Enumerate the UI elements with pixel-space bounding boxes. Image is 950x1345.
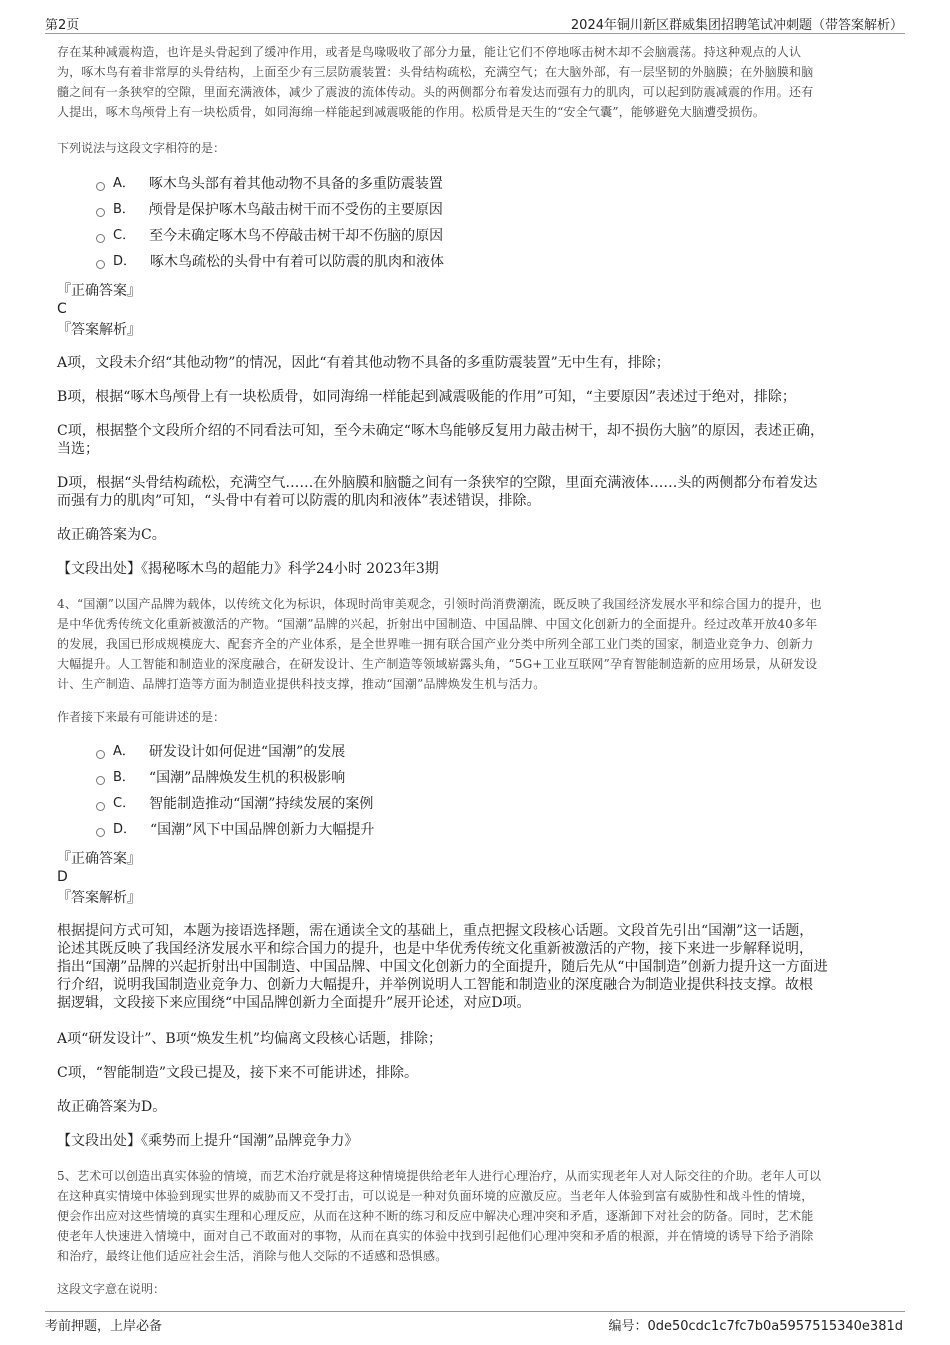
q3-analysis-a [57,354,897,372]
option-text: “国潮”风下中国品牌创新力大幅提升 [150,822,375,838]
q3-analysis-c [57,422,897,458]
q5-passage-line: 在这种真实情境中体验到现实世界的威胁而又不受打击，可以说是一种对负面环境的应激反应。当老年人体验到富有威胁性和战斗性的情境， [57,1189,814,1203]
analysis-line: 【文段出处】《乘势而上提升“国潮”品牌竞争力》 [57,1133,359,1149]
radio-icon[interactable] [96,776,105,785]
option-text: “国潮”品牌焕发生机的积极影响 [148,770,346,786]
q3-answer-label: 『正确答案』 [57,283,141,299]
q3-analysis-label: 『答案解析』 [57,322,141,338]
page-header [45,14,905,34]
analysis-line: 故正确答案为D。 [57,1099,167,1115]
q4-analysis-main [57,922,897,1012]
q3-passage-line: 为，啄木鸟有着非常厚的头骨结构，上面至少有三层防震装置：头骨结构疏松，充满空气；在大脑外部，有一层坚韧的外脑膜；在外脑膜和脑 [57,65,814,79]
option-letter: C． [113,796,136,811]
radio-icon[interactable] [96,802,105,811]
option-letter: D． [113,254,137,269]
option-letter: B． [113,770,135,785]
q4-option-d[interactable] [96,820,374,840]
option-text: 研发设计如何促进“国潮”的发展 [148,744,346,760]
q4-passage-line: 是中华优秀传统文化重新被激活的产物。“国潮”品牌的兴起，折射出中国制造、中国品牌、中国文化创新力的全面提升。经过改革开放40多年 [57,617,818,631]
option-text: 智能制造推动“国潮”持续发展的案例 [149,796,374,812]
radio-icon[interactable] [96,182,105,191]
analysis-line: 据逻辑，文段接下来应围绕“中国品牌创新力全面提升”展开论述，对应D项。 [57,995,531,1011]
analysis-line: B项，根据“啄木鸟颅骨上有一块松质骨，如同海绵一样能起到减震吸能的作用”可知，“主要原因”表述过于绝对，排除； [57,389,796,405]
q5-passage-line: 5、艺术可以创造出真实体验的情境，而艺术治疗就是将这种情境提供给老年人进行心理治疗，从而实现老年人对人际交往的介助。老年人可以 [57,1169,822,1183]
radio-icon[interactable] [96,260,105,269]
q4-option-a[interactable] [96,742,345,762]
option-text: 啄木鸟疏松的头骨中有着可以防震的肌肉和液体 [150,254,445,270]
q4-passage [57,594,897,694]
radio-icon[interactable] [96,234,105,243]
page-number: 第2页 [45,18,80,33]
q4-passage-line: 4、“国潮”以国产品牌为载体，以传统文化为标识，体现时尚审美观念，引领时尚消费潮流，既反映了我国经济发展水平和综合国力的提升，也 [57,597,822,611]
option-text: 啄木鸟头部有着其他动物不具备的多重防震装置 [148,176,443,192]
analysis-line: 而强有力的肌肉”可知，“头骨中有着可以防震的肌肉和液体”表述错误，排除。 [57,493,541,509]
analysis-line: 故正确答案为C。 [57,527,166,543]
page-footer [45,1311,905,1333]
q3-analysis-b [57,388,897,406]
analysis-line: 论述其既反映了我国经济发展水平和综合国力的提升，也是中华优秀传统文化重新被激活的产物，接下来进一步解释说明， [57,941,813,957]
option-letter: A． [113,744,135,759]
q3-source [57,560,897,578]
q4-option-c[interactable] [96,794,373,814]
q4-analysis-label: 『答案解析』 [57,890,141,906]
q3-passage-line: 髓之间有一条狭窄的空隙，里面充满液体，减少了震波的流体传动。头的两侧都分布着发达而强有力的肌肉，可以起到防震减震的作用。还有 [57,85,814,99]
analysis-line: 指出“国潮”品牌的兴起折射出中国制造、中国品牌、中国文化创新力的全面提升，随后先从“中国制造”创新力提升这一方面进 [57,959,828,975]
analysis-line: 行介绍，说明我国制造业竞争力、创新力大幅提升，并举例说明人工智能和制造业的深度融合为制造业提供科技支撑。故根 [57,977,813,993]
q4-passage-line: 大幅提升。人工智能和制造业的深度融合，在研发设计、生产制造等领域崭露头角，“5G+工业互联网”孕育智能制造新的应用场景，从研发设 [57,657,818,671]
q4-answer: D [57,869,68,885]
q5-stem: 这段文字意在说明： [57,1282,166,1296]
option-letter: B． [113,202,135,217]
q4-stem: 作者接下来最有可能讲述的是： [57,710,226,724]
radio-icon[interactable] [96,750,105,759]
q3-passage-line: 存在某种减震构造，也许是头骨起到了缓冲作用，或者是鸟喙吸收了部分力量，能让它们不停地啄击树木却不会脑震荡。持这种观点的人认 [57,45,802,59]
q5-passage-line: 便会作出应对这些情境的真实生理和心理反应，从而在这种不断的练习和反应中解决心理冲突和矛盾，逐渐卸下对社会的防备。同时，艺术能 [57,1209,814,1223]
q5-passage [57,1166,897,1266]
footer-slogan: 考前押题，上岸必备 [45,1319,163,1334]
q4-source [57,1132,897,1150]
q5-passage-line: 使老年人快速进入情境中，面对自己不敢面对的事物，从而在真实的体验中找到引起他们心理冲突和矛盾的根源，并在情境的诱导下给予消除 [57,1229,814,1243]
document-title: 2024年铜川新区群威集团招聘笔试冲刺题（带答案解析） [570,18,903,33]
analysis-line: C项，根据整个文段所介绍的不同看法可知，至今未确定“啄木鸟能够反复用力敲击树干，却不损伤大脑”的原因，表述正确， [57,423,825,439]
analysis-line: A项“研发设计”、B项“焕发生机”均偏离文段核心话题，排除； [57,1031,443,1047]
analysis-line: C项，“智能制造”文段已提及，接下来不可能讲述，排除。 [57,1065,419,1081]
analysis-line: 当选； [57,441,99,457]
analysis-line: 【文段出处】《揭秘啄木鸟的超能力》科学24小时 2023年3期 [57,561,439,577]
q3-answer: C [57,301,67,317]
option-text: 至今未确定啄木鸟不停敲击树干却不伤脑的原因 [149,228,444,244]
q4-option-b[interactable] [96,768,345,788]
q3-conclusion [57,526,897,544]
q4-analysis-c [57,1064,897,1082]
q3-option-b[interactable] [96,200,443,220]
q4-analysis-ab [57,1030,897,1048]
option-letter: D． [113,822,137,837]
analysis-line: D项，根据“头骨结构疏松，充满空气……在外脑膜和脑髓之间有一条狭窄的空隙，里面充满液体……头的两侧都分布着发达 [57,475,818,491]
q4-conclusion [57,1098,897,1116]
option-letter: A． [113,176,135,191]
q3-option-c[interactable] [96,226,443,246]
radio-icon[interactable] [96,828,105,837]
document-serial: 编号：0de50cdc1c7fc7b0a5957515340e381d [608,1319,903,1334]
q3-passage [57,42,897,122]
q3-analysis-d [57,474,897,510]
q3-option-a[interactable] [96,174,443,194]
option-letter: C． [113,228,136,243]
q3-stem: 下列说法与这段文字相符的是： [57,141,226,155]
option-text: 颅骨是保护啄木鸟敲击树干而不受伤的主要原因 [148,202,443,218]
q3-option-d[interactable] [96,252,444,272]
q4-passage-line: 计、生产制造、品牌打造等方面为制造业提供科技支撑，推动“国潮”品牌焕发生机与活力。 [57,677,546,691]
q5-passage-line: 和治疗，最终让他们适应社会生活，消除与他人交际的不适感和恐惧感。 [57,1249,448,1263]
q3-passage-line: 人提出，啄木鸟颅骨上有一块松质骨，如同海绵一样能起到减震吸能的作用。松质骨是天生的“安全气囊”，能够避免大脑遭受损伤。 [57,105,766,119]
q4-passage-line: 的发展，我国已形成规模庞大、配套齐全的产业体系，是全世界唯一拥有联合国产业分类中所列全部工业门类的国家，制造业竞争力、创新力 [57,637,814,651]
analysis-line: 根据提问方式可知，本题为接语选择题，需在通读全文的基础上，重点把握文段核心话题。文段首先引出“国潮”这一话题， [57,923,814,939]
analysis-line: A项，文段未介绍“其他动物”的情况，因此“有着其他动物不具备的多重防震装置”无中生有，排除； [57,355,670,371]
q4-answer-label: 『正确答案』 [57,851,141,867]
radio-icon[interactable] [96,208,105,217]
